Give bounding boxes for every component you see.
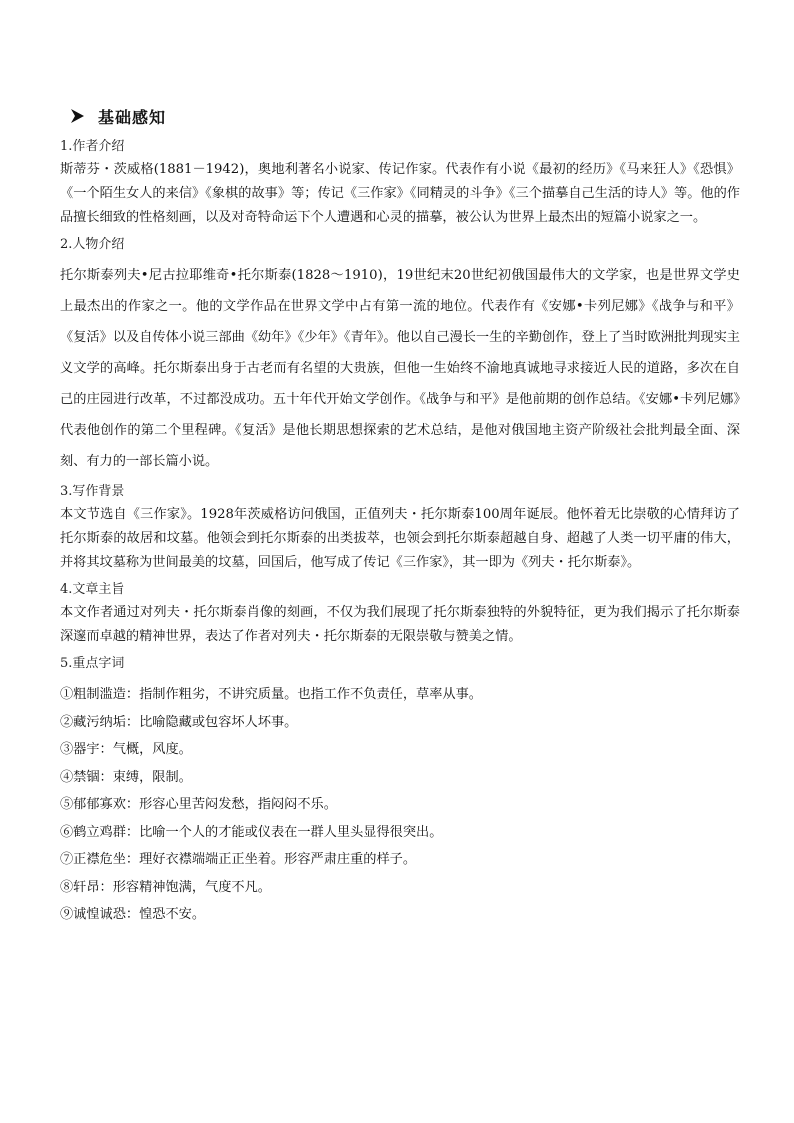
vocabulary-item: ②藏污纳垢：比喻隐藏或包容坏人坏事。 [60,714,298,730]
vocabulary-item: ①粗制滥造：指制作粗劣，不讲究质量。也指工作不负责任，草率从事。 [60,687,482,702]
vocabulary-item: ⑧轩昂：形容精神饱满，气度不凡。 [60,879,271,895]
theme-section [60,579,740,649]
character-section [60,234,740,477]
author-section [60,136,740,230]
vocabulary-item: ④禁锢：束缚，限制。 [60,769,192,785]
character-section-body: 托尔斯泰列夫•尼古拉耶维奇•托尔斯泰(1828～1910)，19世纪末20世纪初俄国最伟大的文学家，也是世界文学史上最杰出的作家之一。他的文学作品在世界文学中占有第一流的地位。代表作有《安娜•卡列尼娜》《战争与和平》《复活》以及自传体小说三部曲《幼年》《少年》《青年》。他以自己漫长一生的辛勤创作，登上了当时欧洲批判现实主义文学的高峰。托尔斯泰出身于古老而有名望的大贵族，但他一生始终不渝地真诚地寻求接近人民的道路，多次在自己的庄园进行改革，不过都没成功。五十年代开始文学创作。《战争与和平》是他前期的创作总结。《安娜•卡列尼娜》代表他创作的第二个里程碑。《复活》是他长期思想探索的艺术总结，是他对俄国地主资产阶级社会批判最全面、深刻、有力的一部长篇小说。 [60,268,740,469]
vocabulary-item: ⑨诚惶诚恐：惶恐不安。 [60,907,206,922]
theme-section-title: 4.文章主旨 [60,582,125,597]
author-section-body: 斯蒂芬・茨威格(1881－1942)，奥地利著名小说家、传记作家。代表作有小说《最初的经历》《马来狂人》《恐惧》《一个陌生女人的来信》《象棋的故事》等；传记《三作家》《同精灵的斗争》《三个描摹自己生活的诗人》等。他的作品擅长细致的性格刻画，以及对奇特命运下个人遭遇和心灵的描摹，被公认为世界上最杰出的短篇小说家之一。 [60,162,740,225]
theme-section-body: 本文作者通过对列夫・托尔斯泰肖像的刻画，不仅为我们展现了托尔斯泰独特的外貌特征，更为我们揭示了托尔斯泰深邃而卓越的精神世界，表达了作者对列夫・托尔斯泰的无限崇敬与赞美之情。 [60,605,740,644]
section-heading [60,100,740,132]
vocabulary-item: ③器宇：气概，风度。 [60,742,192,757]
vocabulary-section [60,653,740,929]
background-section [60,481,740,575]
vocabulary-item: ⑦正襟危坐：理好衣襟端端正正坐着。形容严肃庄重的样子。 [60,852,417,867]
character-section-title: 2.人物介绍 [60,237,125,252]
author-section-title: 1.作者介绍 [60,139,125,154]
vocabulary-section-title: 5.重点字词 [60,656,125,671]
right-arrowhead-icon [68,107,86,125]
vocabulary-list [60,681,740,929]
heading-title: 基础感知 [98,107,167,127]
document-page [60,100,740,929]
vocabulary-item: ⑤郁郁寡欢：形容心里苦闷发愁，指闷闷不乐。 [60,797,337,812]
background-section-title: 3.写作背景 [60,484,125,499]
vocabulary-item: ⑥鹤立鸡群：比喻一个人的才能或仪表在一群人里头显得很突出。 [60,824,443,840]
background-section-body: 本文节选自《三作家》。1928年茨威格访问俄国，正值列夫・托尔斯泰100周年诞辰。他怀着无比崇敬的心情拜访了托尔斯泰的故居和坟墓。他领会到托尔斯泰的出类拔萃，也领会到托尔斯泰超越自身、超越了人类一切平庸的伟大，并将其坟墓称为世间最美的坟墓，回国后，他写成了传记《三作家》，其一即为《列夫・托尔斯泰》。 [60,507,740,570]
